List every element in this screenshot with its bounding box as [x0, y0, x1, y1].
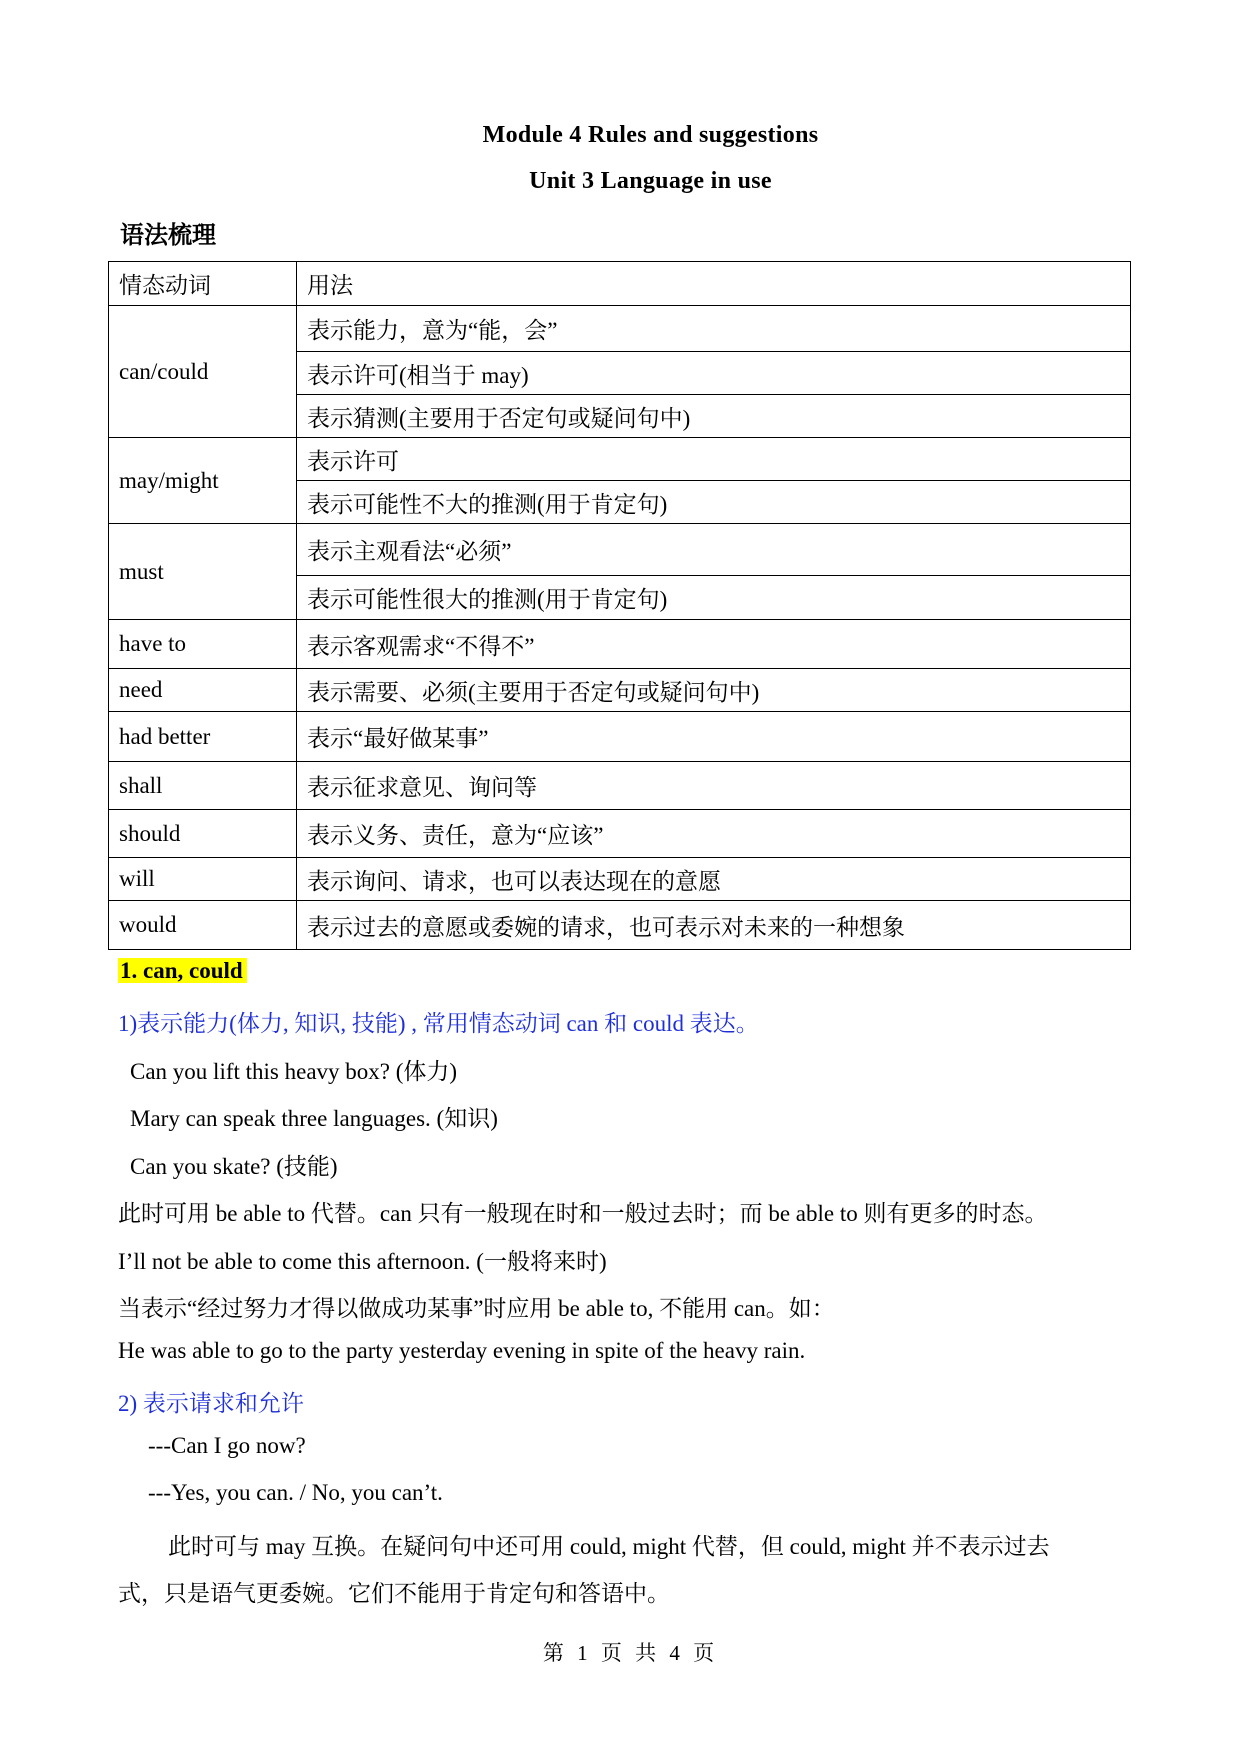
verb-cell: will	[109, 858, 297, 901]
usage-cell: 表示主观看法“必须”	[297, 524, 1131, 576]
usage-cell: 表示需要、必须(主要用于否定句或疑问句中)	[297, 669, 1131, 712]
usage-cell: 表示客观需求“不得不”	[297, 620, 1131, 669]
usage-cell: 表示询问、请求，也可以表达现在的意愿	[297, 858, 1131, 901]
unit-title: Unit 3 Language in use	[529, 168, 772, 194]
example-sentence: I’ll not be able to come this afternoon. (一般将来时)	[118, 1249, 607, 1274]
section-heading: 语法梳理	[120, 221, 216, 249]
example-sentence: Can you lift this heavy box? (体力)	[130, 1059, 458, 1084]
point-2-heading: 2) 表示请求和允许	[118, 1391, 304, 1416]
usage-cell: 表示能力，意为“能，会”	[297, 306, 1131, 352]
page-footer: 第 1 页 共 4 页	[542, 1641, 719, 1665]
paragraph: 式，只是语气更委婉。它们不能用于肯定句和答语中。	[118, 1581, 670, 1606]
table-header-row	[109, 262, 1131, 306]
example-sentence: Mary can speak three languages. (知识)	[130, 1106, 498, 1131]
example-sentence: Can you skate? (技能)	[130, 1154, 338, 1179]
table-header-cell: 用法	[297, 262, 1131, 306]
usage-cell: 表示过去的意愿或委婉的请求，也可表示对未来的一种想象	[297, 901, 1131, 950]
dialog-line: ---Yes, you can. / No, you can’t.	[148, 1480, 443, 1505]
table-row	[109, 438, 1131, 481]
verb-cell: had better	[109, 712, 297, 762]
table-row	[109, 524, 1131, 576]
verb-cell: shall	[109, 762, 297, 810]
table-row	[109, 762, 1131, 810]
section-1-heading: 1. can, could	[118, 958, 247, 983]
table-row	[109, 810, 1131, 858]
point-1-heading: 1)表示能力(体力, 知识, 技能) , 常用情态动词 can 和 could 表达。	[118, 1011, 759, 1036]
table-row	[109, 669, 1131, 712]
table-row	[109, 858, 1131, 901]
usage-cell: 表示猜测(主要用于否定句或疑问句中)	[297, 395, 1131, 438]
verb-cell: can/could	[109, 306, 297, 438]
verb-cell: need	[109, 669, 297, 712]
dialog-line: ---Can I go now?	[148, 1433, 306, 1458]
table-row	[109, 901, 1131, 950]
verb-cell: have to	[109, 620, 297, 669]
table-header-cell: 情态动词	[109, 262, 297, 306]
table-row	[109, 712, 1131, 762]
usage-cell: 表示许可	[297, 438, 1131, 481]
verb-cell: should	[109, 810, 297, 858]
module-title: Module 4 Rules and suggestions	[482, 122, 819, 148]
grammar-table	[108, 261, 1131, 950]
usage-cell: 表示征求意见、询问等	[297, 762, 1131, 810]
table-row	[109, 620, 1131, 669]
usage-cell: 表示“最好做某事”	[297, 712, 1131, 762]
verb-cell: may/might	[109, 438, 297, 524]
verb-cell: must	[109, 524, 297, 620]
usage-cell: 表示可能性不大的推测(用于肯定句)	[297, 481, 1131, 524]
usage-cell: 表示可能性很大的推测(用于肯定句)	[297, 576, 1131, 620]
verb-cell: would	[109, 901, 297, 950]
paragraph: 此时可用 be able to 代替。can 只有一般现在时和一般过去时；而 be able to 则有更多的时态。	[118, 1201, 1048, 1226]
example-sentence: He was able to go to the party yesterday evening in spite of the heavy rain.	[118, 1338, 806, 1363]
usage-cell: 表示义务、责任，意为“应该”	[297, 810, 1131, 858]
paragraph: 此时可与 may 互换。在疑问句中还可用 could, might 代替，但 could, might 并不表示过去	[168, 1534, 1050, 1559]
table-row	[109, 306, 1131, 352]
paragraph: 当表示“经过努力才得以做成功某事”时应用 be able to, 不能用 can。如：	[118, 1296, 835, 1321]
usage-cell: 表示许可(相当于 may)	[297, 352, 1131, 395]
